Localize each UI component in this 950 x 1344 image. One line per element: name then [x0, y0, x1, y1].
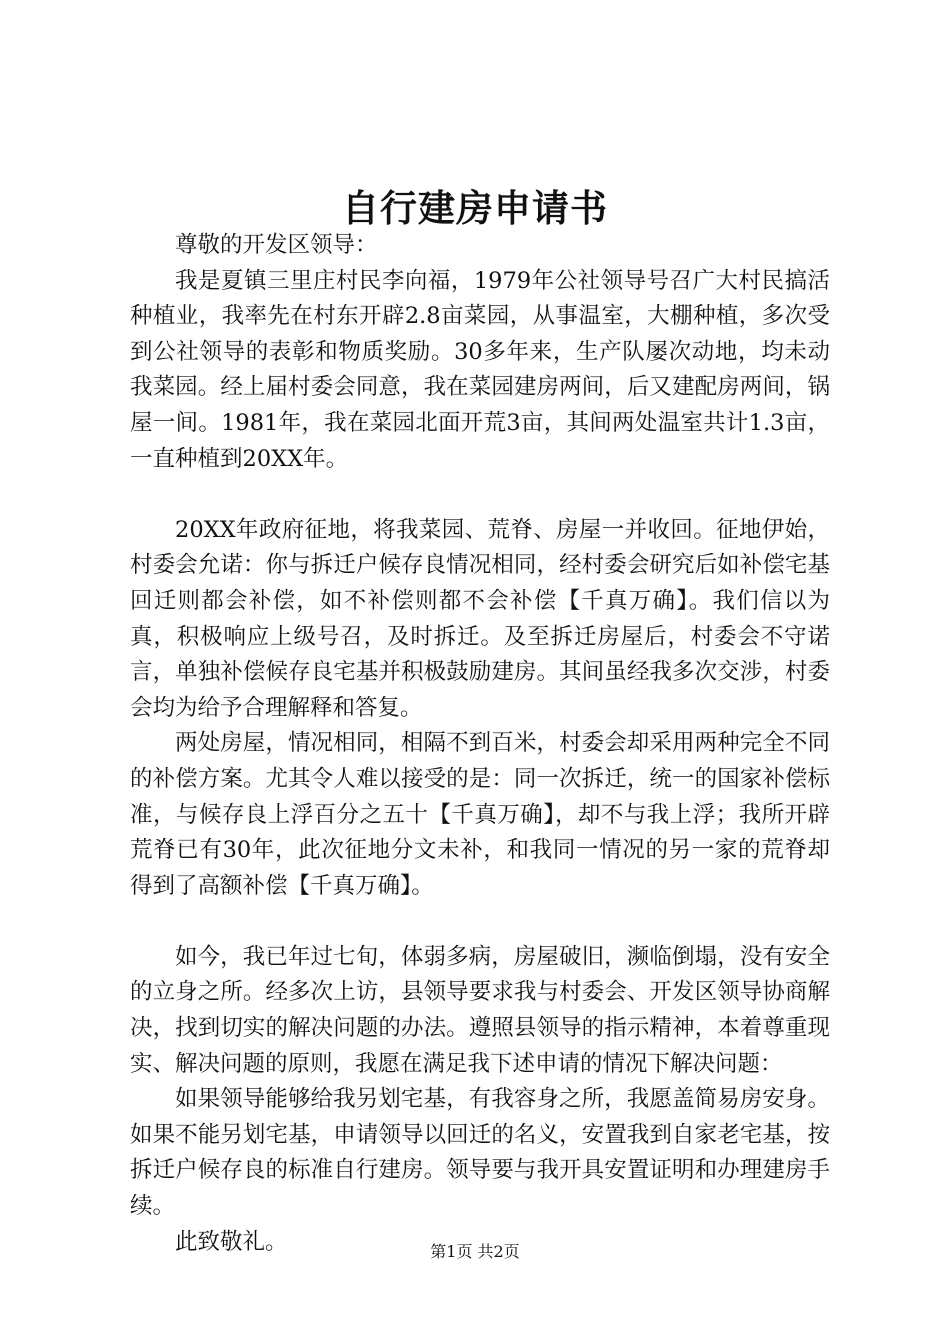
paragraph-2: 20XX年政府征地，将我菜园、荒脊、房屋一并收回。征地伊始，村委会允诺：你与拆迁户候存良情况相同，经村委会研究后如补偿宅基回迁则都会补偿，如不补偿则都不会补偿【千真万确】。我们信以为真，积极响应上级号召，及时拆迁。及至拆迁房屋后，村委会不守诺言，单独补偿候存良宅基并积极鼓励建房。其间虽经我多次交涉，村委会均为给予合理解释和答复。 — [130, 516, 830, 721]
paragraph-3: 两处房屋，情况相同，相隔不到百米，村委会却采用两种完全不同的补偿方案。尤其令人难以接受的是：同一次拆迁，统一的国家补偿标准，与候存良上浮百分之五十【千真万确】，却不与我上浮；我所开辟荒脊已有30年，此次征地分文未补，和我同一情况的另一家的荒脊却得到了高额补偿【千真万确】。 — [130, 730, 830, 899]
paragraph-1: 我是夏镇三里庄村民李向福，1979年公社领导号召广大村民搞活种植业，我率先在村东开辟2.8亩菜园，从事温室，大棚种植，多次受到公社领导的表彰和物质奖励。30多年来，生产队屡次动地，均未动我菜园。经上届村委会同意，我在菜园建房两间，后又建配房两间，锅屋一间。1981年，我在菜园北面开荒3亩，其间两处温室共计1.3亩，一直种植到20XX年。 — [130, 267, 830, 472]
document-body — [130, 228, 830, 1260]
paragraph-4: 如今，我已年过七旬，体弱多病，房屋破旧，濒临倒塌，没有安全的立身之所。经多次上访，县领导要求我与村委会、开发区领导协商解决，找到切实的解决问题的办法。遵照县领导的指示精神，本着尊重现实、解决问题的原则，我愿在满足我下述申请的情况下解决问题： — [130, 943, 830, 1077]
document-title: 自行建房申请书 — [342, 186, 608, 230]
salutation: 尊敬的开发区领导： — [175, 232, 378, 258]
page-number: 第1页 共2页 — [430, 1242, 520, 1261]
paragraph-5: 如果领导能够给我另划宅基，有我容身之所，我愿盖简易房安身。如果不能另划宅基，申请领导以回迁的名义，安置我到自家老宅基，按拆迁户候存良的标准自行建房。领导要与我开具安置证明和办理建房手续。 — [130, 1086, 830, 1220]
closing: 此致敬礼。 — [175, 1228, 288, 1255]
